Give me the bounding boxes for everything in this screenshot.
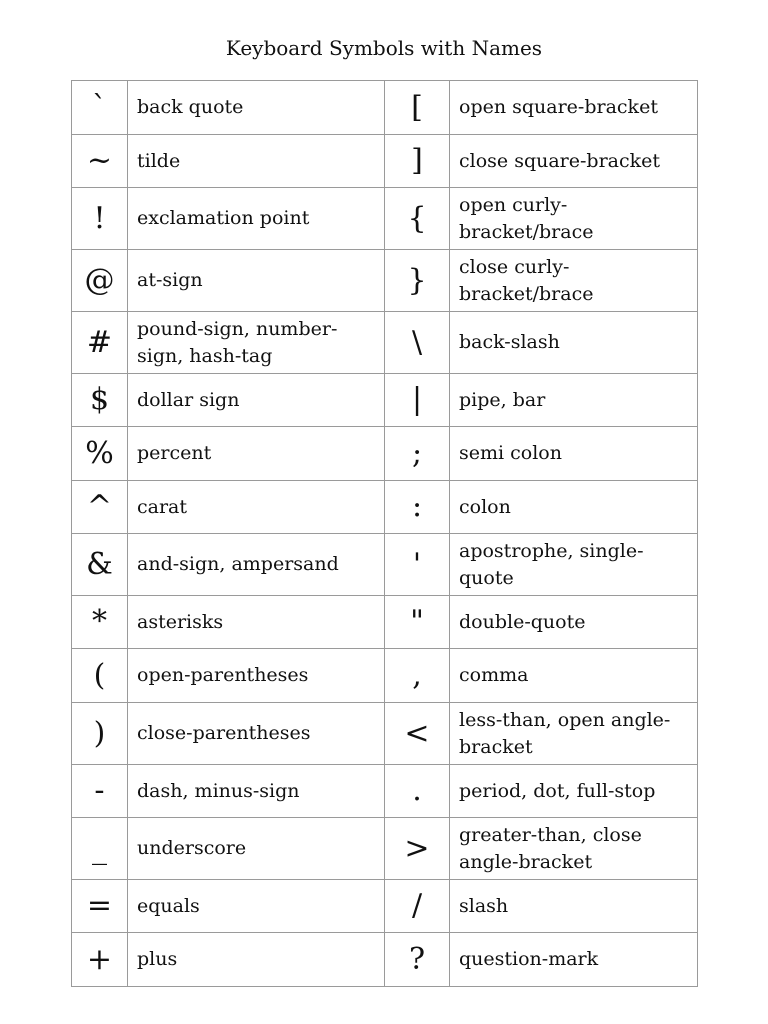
symbol-name-cell: plus: [128, 933, 385, 987]
symbol-name-cell: slash: [450, 880, 698, 933]
symbol-name-cell: back-slash: [450, 312, 698, 374]
symbol-name-cell: close square-bracket: [450, 135, 698, 188]
symbol-name-cell: greater-than, close angle-bracket: [450, 818, 698, 880]
symbol-name-cell: at-sign: [128, 250, 385, 312]
symbol-name-cell: and-sign, ampersand: [128, 534, 385, 596]
symbol-name-cell: period, dot, full-stop: [450, 765, 698, 818]
symbol-cell: $: [72, 374, 128, 427]
symbol-cell: {: [385, 188, 450, 250]
symbol-cell: =: [72, 880, 128, 933]
table-row: [72, 649, 698, 703]
symbol-cell: .: [385, 765, 450, 818]
symbol-cell: !: [72, 188, 128, 250]
table-row: [72, 765, 698, 818]
symbol-name-cell: colon: [450, 481, 698, 534]
symbol-cell: &: [72, 534, 128, 596]
table-row: [72, 481, 698, 534]
table-row: [72, 534, 698, 596]
symbol-cell: [: [385, 81, 450, 135]
symbol-name-cell: semi colon: [450, 427, 698, 481]
table-row: [72, 596, 698, 649]
symbol-name-cell: question-mark: [450, 933, 698, 987]
symbol-name-cell: apostrophe, single-quote: [450, 534, 698, 596]
table-row: [72, 427, 698, 481]
symbol-name-cell: tilde: [128, 135, 385, 188]
table-row: [72, 135, 698, 188]
symbol-name-cell: less-than, open angle-bracket: [450, 703, 698, 765]
symbol-cell: }: [385, 250, 450, 312]
symbol-cell: -: [72, 765, 128, 818]
symbol-cell: *: [72, 596, 128, 649]
symbol-cell: |: [385, 374, 450, 427]
symbol-name-cell: dollar sign: [128, 374, 385, 427]
symbol-name-cell: carat: [128, 481, 385, 534]
symbol-name-cell: close curly-bracket/brace: [450, 250, 698, 312]
symbol-cell: \: [385, 312, 450, 374]
symbol-cell: >: [385, 818, 450, 880]
symbol-cell: ~: [72, 135, 128, 188]
symbol-cell: `: [72, 81, 128, 135]
symbol-name-cell: pound-sign, number-sign, hash-tag: [128, 312, 385, 374]
table-row: [72, 312, 698, 374]
symbol-cell: ": [385, 596, 450, 649]
symbol-cell: ^: [72, 481, 128, 534]
table-row: [72, 880, 698, 933]
symbols-table: [71, 80, 698, 987]
symbol-cell: ,: [385, 649, 450, 703]
symbol-cell: <: [385, 703, 450, 765]
symbol-cell: (: [72, 649, 128, 703]
symbol-cell: @: [72, 250, 128, 312]
table-row: [72, 818, 698, 880]
symbol-name-cell: double-quote: [450, 596, 698, 649]
table-row: [72, 81, 698, 135]
symbol-name-cell: open square-bracket: [450, 81, 698, 135]
symbol-cell: _: [72, 818, 128, 880]
table-row: [72, 703, 698, 765]
symbol-cell: ]: [385, 135, 450, 188]
symbol-name-cell: percent: [128, 427, 385, 481]
symbol-name-cell: back quote: [128, 81, 385, 135]
table-row: [72, 250, 698, 312]
table-row: [72, 188, 698, 250]
symbol-cell: ;: [385, 427, 450, 481]
symbol-cell: +: [72, 933, 128, 987]
symbol-cell: %: [72, 427, 128, 481]
symbol-cell: #: [72, 312, 128, 374]
table-row: [72, 374, 698, 427]
symbol-cell: /: [385, 880, 450, 933]
symbol-name-cell: pipe, bar: [450, 374, 698, 427]
symbol-name-cell: exclamation point: [128, 188, 385, 250]
symbol-name-cell: dash, minus-sign: [128, 765, 385, 818]
symbol-cell: :: [385, 481, 450, 534]
symbol-cell: ': [385, 534, 450, 596]
symbol-name-cell: open curly-bracket/brace: [450, 188, 698, 250]
symbol-name-cell: underscore: [128, 818, 385, 880]
symbol-name-cell: asterisks: [128, 596, 385, 649]
symbol-name-cell: open-parentheses: [128, 649, 385, 703]
symbol-cell: ?: [385, 933, 450, 987]
symbol-cell: ): [72, 703, 128, 765]
symbol-name-cell: close-parentheses: [128, 703, 385, 765]
table-row: [72, 933, 698, 987]
page-title: Keyboard Symbols with Names: [225, 36, 543, 60]
symbol-name-cell: comma: [450, 649, 698, 703]
symbol-name-cell: equals: [128, 880, 385, 933]
